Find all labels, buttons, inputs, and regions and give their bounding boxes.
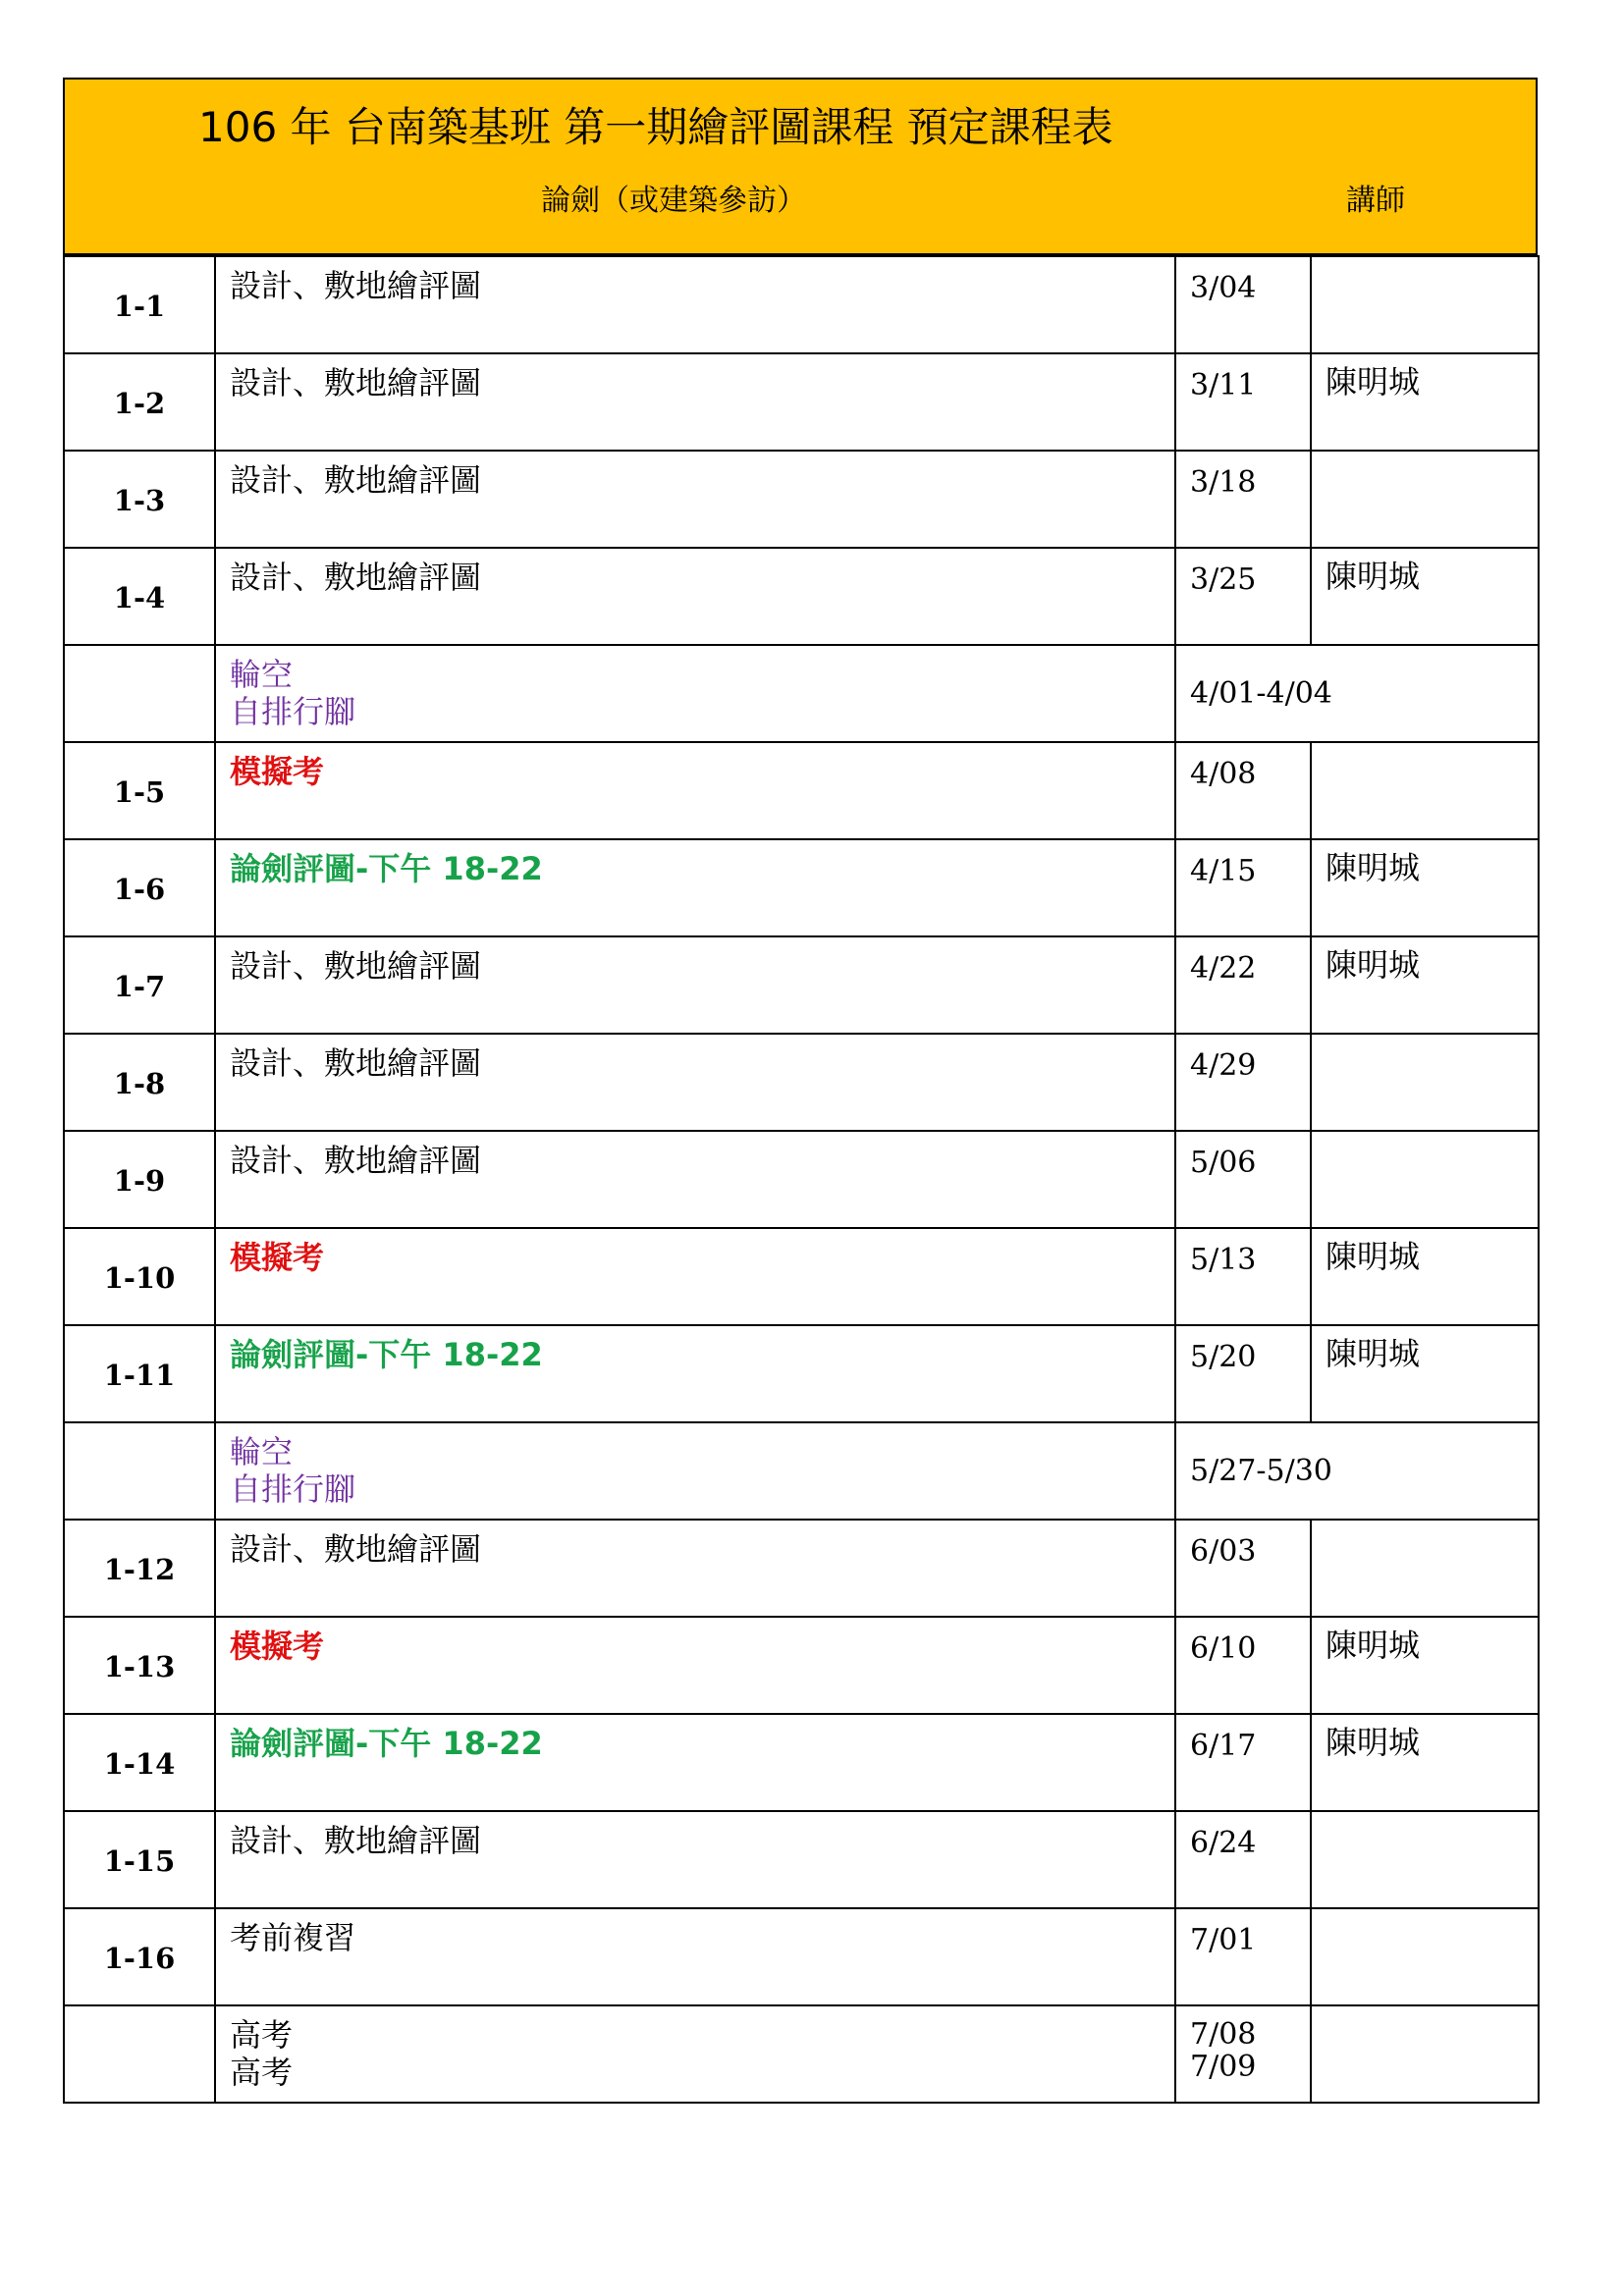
date-cell <box>1175 645 1539 742</box>
course-cell <box>215 1520 1175 1617</box>
date-text: 6/03 <box>1190 1534 1257 1569</box>
table-row <box>64 1422 1539 1520</box>
course-text: 輪空 <box>230 656 294 693</box>
date-cell <box>1175 1908 1311 2005</box>
session-number: 1-14 <box>64 1714 215 1811</box>
session-number: 1-5 <box>64 742 215 839</box>
course-text: 設計、敷地繪評圖 <box>230 364 482 401</box>
date-cell <box>1175 548 1311 645</box>
schedule-table <box>63 255 1540 2104</box>
table-row <box>64 742 1539 839</box>
instructor-cell <box>1311 256 1539 353</box>
course-text: 論劍評圖-下午 18-22 <box>230 850 543 887</box>
course-text: 自排行腳 <box>230 693 356 730</box>
table-row <box>64 451 1539 548</box>
date-text: 5/27-5/30 <box>1190 1453 1332 1488</box>
course-cell <box>215 1325 1175 1422</box>
course-cell <box>215 1034 1175 1131</box>
date-cell <box>1175 742 1311 839</box>
date-text: 3/04 <box>1190 271 1257 305</box>
table-row <box>64 2005 1539 2103</box>
instructor-column-header: 講師 <box>1346 184 1405 218</box>
session-number: 1-2 <box>64 353 215 451</box>
instructor-cell: 陳明城 <box>1311 1228 1539 1325</box>
date-text: 6/10 <box>1190 1631 1257 1666</box>
date-text: 7/09 <box>1190 2050 1257 2084</box>
session-number: 1-12 <box>64 1520 215 1617</box>
course-text: 設計、敷地繪評圖 <box>230 1142 482 1179</box>
course-text: 設計、敷地繪評圖 <box>230 559 482 596</box>
course-cell <box>215 256 1175 353</box>
table-row <box>64 256 1539 353</box>
course-cell <box>215 1811 1175 1908</box>
instructor-cell <box>1311 1908 1539 2005</box>
session-number <box>64 2005 215 2103</box>
date-cell <box>1175 353 1311 451</box>
table-row <box>64 1811 1539 1908</box>
date-text: 3/11 <box>1190 368 1257 402</box>
date-cell <box>1175 1034 1311 1131</box>
instructor-cell: 陳明城 <box>1311 548 1539 645</box>
date-cell <box>1175 2005 1311 2103</box>
date-cell <box>1175 1617 1311 1714</box>
instructor-cell <box>1311 742 1539 839</box>
date-cell <box>1175 1325 1311 1422</box>
session-number: 1-10 <box>64 1228 215 1325</box>
course-cell <box>215 742 1175 839</box>
date-text: 6/17 <box>1190 1729 1257 1763</box>
course-cell <box>215 936 1175 1034</box>
instructor-cell <box>1311 1520 1539 1617</box>
course-text: 高考 <box>230 2016 294 2054</box>
instructor-cell: 陳明城 <box>1311 1325 1539 1422</box>
instructor-cell <box>1311 1131 1539 1228</box>
session-number: 1-8 <box>64 1034 215 1131</box>
date-cell <box>1175 451 1311 548</box>
session-number: 1-11 <box>64 1325 215 1422</box>
instructor-cell: 陳明城 <box>1311 1714 1539 1811</box>
course-cell <box>215 451 1175 548</box>
table-row <box>64 353 1539 451</box>
date-text: 4/22 <box>1190 951 1257 986</box>
session-number: 1-4 <box>64 548 215 645</box>
date-cell <box>1175 1520 1311 1617</box>
table-row <box>64 548 1539 645</box>
session-number <box>64 645 215 742</box>
session-number <box>64 1422 215 1520</box>
table-row <box>64 1617 1539 1714</box>
date-text: 3/18 <box>1190 465 1257 500</box>
course-text: 輪空 <box>230 1433 294 1470</box>
course-text: 設計、敷地繪評圖 <box>230 1822 482 1859</box>
instructor-cell <box>1311 451 1539 548</box>
course-cell <box>215 1617 1175 1714</box>
course-text: 設計、敷地繪評圖 <box>230 947 482 985</box>
course-cell <box>215 1131 1175 1228</box>
course-cell <box>215 548 1175 645</box>
course-cell <box>215 839 1175 936</box>
instructor-cell <box>1311 2005 1539 2103</box>
table-row <box>64 645 1539 742</box>
page-title: 106 年 台南築基班 第一期繪評圖課程 預定課程表 <box>198 103 1113 151</box>
header-subtitle: 論劍（或建築參訪） <box>541 184 806 218</box>
session-number: 1-6 <box>64 839 215 936</box>
date-text: 7/08 <box>1190 2017 1257 2052</box>
table-row <box>64 1228 1539 1325</box>
session-number: 1-7 <box>64 936 215 1034</box>
date-text: 6/24 <box>1190 1826 1257 1860</box>
session-number: 1-16 <box>64 1908 215 2005</box>
course-cell <box>215 1228 1175 1325</box>
course-text: 考前複習 <box>230 1919 356 1956</box>
session-number: 1-15 <box>64 1811 215 1908</box>
table-row <box>64 1520 1539 1617</box>
date-text: 4/15 <box>1190 854 1257 888</box>
date-text: 7/01 <box>1190 1923 1257 1957</box>
session-number: 1-3 <box>64 451 215 548</box>
course-text: 設計、敷地繪評圖 <box>230 267 482 304</box>
course-cell <box>215 1908 1175 2005</box>
table-row <box>64 1714 1539 1811</box>
date-cell <box>1175 1811 1311 1908</box>
instructor-cell: 陳明城 <box>1311 1617 1539 1714</box>
date-text: 5/20 <box>1190 1340 1257 1374</box>
date-text: 3/25 <box>1190 562 1257 597</box>
session-number: 1-1 <box>64 256 215 353</box>
date-cell <box>1175 936 1311 1034</box>
date-text: 4/29 <box>1190 1048 1257 1083</box>
date-cell <box>1175 1228 1311 1325</box>
course-text: 論劍評圖-下午 18-22 <box>230 1725 543 1762</box>
session-number: 1-13 <box>64 1617 215 1714</box>
date-cell <box>1175 1131 1311 1228</box>
course-cell <box>215 645 1175 742</box>
instructor-cell <box>1311 1811 1539 1908</box>
course-cell <box>215 353 1175 451</box>
date-text: 5/06 <box>1190 1146 1257 1180</box>
course-text: 設計、敷地繪評圖 <box>230 1530 482 1568</box>
date-cell <box>1175 256 1311 353</box>
schedule-header <box>63 78 1538 255</box>
session-number: 1-9 <box>64 1131 215 1228</box>
schedule-document <box>63 78 1538 2104</box>
table-row <box>64 839 1539 936</box>
instructor-cell: 陳明城 <box>1311 936 1539 1034</box>
course-text: 自排行腳 <box>230 1470 356 1508</box>
course-cell <box>215 1422 1175 1520</box>
date-text: 4/01-4/04 <box>1190 675 1332 711</box>
course-cell <box>215 1714 1175 1811</box>
date-text: 5/13 <box>1190 1243 1257 1277</box>
instructor-cell: 陳明城 <box>1311 353 1539 451</box>
course-text: 模擬考 <box>230 1628 325 1665</box>
course-text: 高考 <box>230 2054 294 2091</box>
table-row <box>64 1325 1539 1422</box>
course-text: 設計、敷地繪評圖 <box>230 1044 482 1082</box>
date-cell <box>1175 1422 1539 1520</box>
table-row <box>64 1908 1539 2005</box>
table-row <box>64 1131 1539 1228</box>
table-row <box>64 1034 1539 1131</box>
date-cell <box>1175 1714 1311 1811</box>
course-cell <box>215 2005 1175 2103</box>
instructor-cell <box>1311 1034 1539 1131</box>
date-cell <box>1175 839 1311 936</box>
course-text: 設計、敷地繪評圖 <box>230 461 482 499</box>
instructor-cell: 陳明城 <box>1311 839 1539 936</box>
course-text: 論劍評圖-下午 18-22 <box>230 1336 543 1373</box>
date-text: 4/08 <box>1190 757 1257 791</box>
course-text: 模擬考 <box>230 1239 325 1276</box>
table-row <box>64 936 1539 1034</box>
course-text: 模擬考 <box>230 753 325 790</box>
